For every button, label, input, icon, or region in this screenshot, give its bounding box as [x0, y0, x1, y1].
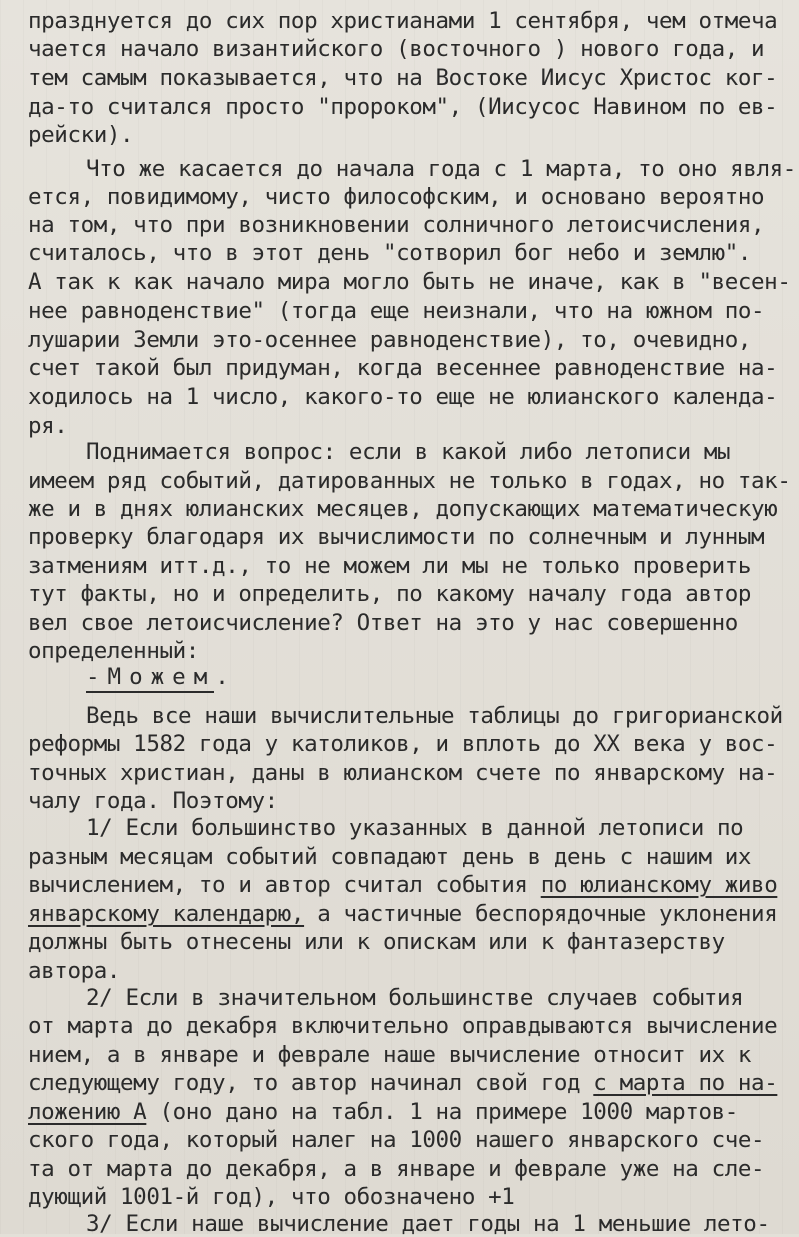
text-line: счет такой был придуман, когда весеннее равноденствие на-	[28, 355, 778, 381]
underlined-phrase: ложению А	[28, 1099, 147, 1125]
underlined-phrase: по юлианскому живо	[540, 872, 778, 898]
text-line: тем самым показывается, что на Востоке Иисус Христос ког-	[28, 65, 778, 91]
text-line: автора.	[28, 958, 121, 984]
text-line: имеем ряд событий, датированных не только в годах, но так-	[28, 468, 791, 494]
text-line: 2/ Если в значительном большинстве случаев события	[86, 985, 744, 1011]
text-line: чается начало византийского (восточного ) нового года, и	[28, 36, 765, 62]
text-segment: (оно дано на табл. 1 на примере 1000 мартов-	[146, 1099, 738, 1125]
text-line: лушарии Земли это-осеннее равноденствие), то, очевидно,	[28, 327, 752, 353]
text-line: от марта до декабря включительно оправдываются вычисление	[28, 1013, 778, 1039]
text-line: вел свое летоисчисление? Ответ на это у нас совершенно	[28, 610, 738, 636]
text-line: чалу года. Поэтому:	[28, 788, 278, 814]
text-line	[28, 1099, 738, 1125]
text-line: реформы 1582 года у католиков, и вплоть до XX века у вос-	[28, 731, 778, 757]
text-line: рейски).	[28, 122, 134, 148]
answer-underline	[86, 691, 214, 693]
text-line: проверку благодаря их вычислимости по солнечным и лунным	[28, 524, 765, 550]
text-line: ется, повидимому, чисто философским, и основано вероятно	[28, 184, 765, 210]
text-line: Что же касается до начала года с 1 марта, то оно явля-	[86, 156, 796, 182]
text-line: да-то считался просто "пророком", (Иисусос Навином по ев-	[28, 94, 778, 120]
text-line: нием, а в январе и феврале наше вычисление относит их к	[28, 1042, 752, 1068]
text-line: 1/ Если большинство указанных в данной летописи по	[86, 815, 744, 841]
text-segment: вычислением, то и автор считал события	[28, 872, 541, 898]
text-segment: следующему году, то автор начинал свой год	[28, 1070, 594, 1096]
text-line: ходилось на 1 число, какого-то еще не юлианского календа-	[28, 384, 778, 410]
underlined-phrase: январскому календарю,	[28, 901, 305, 927]
text-line: точных христиан, даны в юлианском счете по январскому на-	[28, 760, 778, 786]
text-line: ского года, который налег на 1000 нашего январского сче-	[28, 1127, 765, 1153]
text-line: разным месяцам событий совпадают день в день с нашим их	[28, 844, 752, 870]
text-line: дующий 1001-й год), что обозначено +1	[28, 1184, 515, 1210]
text-line: нее равноденствие" (тогда еще неизнали, что на южном по-	[28, 298, 765, 324]
text-line: считалось, что в этот день "сотворил бог небо и землю".	[28, 240, 752, 266]
text-line: А так к как начало мира могло быть не иначе, как в "весен-	[28, 269, 791, 295]
text-line: определенный:	[28, 638, 199, 664]
text-line	[28, 1070, 777, 1096]
text-line: та от марта до декабря, а в январе и феврале уже на сле-	[28, 1156, 765, 1182]
text-line	[28, 901, 777, 927]
text-line: тут факты, но и определить, по какому началу года автор	[28, 581, 752, 607]
text-line: Поднимается вопрос: если в какой либо летописи мы	[86, 439, 731, 465]
emphasized-answer: -Можем.	[86, 664, 237, 690]
text-line: на том, что при возникновении солничного летоисчисления,	[28, 212, 765, 238]
text-line: должны быть отнесены или к опискам или к фантазерству	[28, 929, 725, 955]
underlined-phrase: с марта по на-	[593, 1070, 778, 1096]
text-segment: а частичные беспорядочные уклонения	[304, 901, 778, 927]
text-line: затмениям итт.д., то не можем ли мы не только проверить	[28, 553, 752, 579]
text-line: ря.	[28, 413, 68, 439]
text-line: же и в днях юлианских месяцев, допускающих математическую	[28, 496, 778, 522]
text-line: 3/ Если наше вычисление дает годы на 1 меньшие лето-	[86, 1211, 770, 1237]
text-line	[28, 872, 777, 898]
text-line: Ведь все наши вычислительные таблицы до григорианской	[86, 703, 783, 729]
text-line: празднуется до сих пор христианами 1 сентября, чем отмеча	[28, 8, 778, 34]
